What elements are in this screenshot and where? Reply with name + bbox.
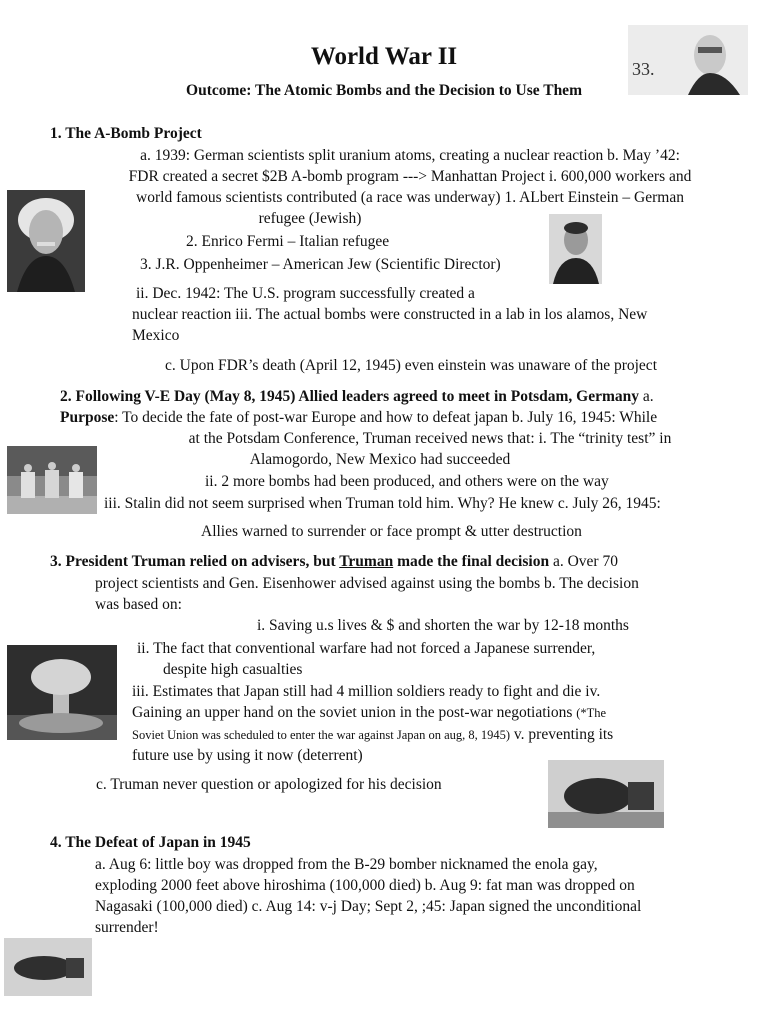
s3-line-3: i. Saving u.s lives & $ and shorten the war by 12-18 months [257, 617, 629, 634]
s2-line-3: Alamogordo, New Mexico had succeeded [249, 451, 511, 468]
s1-line-1: a. 1939: German scientists split uranium atoms, creating a nuclear reaction b. May ’42: [140, 147, 680, 164]
s4-line-1: a. Aug 6: little boy was dropped from the B-29 bomber nicknamed the enola gay, [95, 856, 598, 873]
s2-line-1-wrap [60, 407, 657, 428]
s1-line-4: refugee (Jewish) [258, 210, 362, 227]
s2-line-6: Allies warned to surrender or face prompt & utter destruction [201, 523, 582, 540]
s4-line-3: Nagasaki (100,000 died) c. Aug 14: v-j Day; Sept 2, ;45: Japan signed the unconditional [95, 898, 642, 915]
page-subtitle: Outcome: The Atomic Bombs and the Decision to Use Them [186, 82, 582, 99]
s3-line-5: despite high casualties [163, 661, 303, 678]
s2-heading-after: a. [639, 388, 654, 405]
s1-line-8: nuclear reaction iii. The actual bombs were constructed in a lab in los alamos, New [132, 306, 648, 323]
section-2-heading-line [60, 386, 654, 407]
s1-line-6: 3. J.R. Oppenheimer – American Jew (Scientific Director) [140, 256, 501, 273]
s2-line-4: ii. 2 more bombs had been produced, and others were on the way [205, 473, 609, 490]
s3-line-6: iii. Estimates that Japan still had 4 million soldiers ready to fight and die iv. [132, 683, 601, 700]
s4-line-4: surrender! [95, 919, 159, 936]
section-3-heading-truman: Truman [339, 553, 394, 570]
s3-line-4: ii. The fact that conventional warfare had not forced a Japanese surrender, [137, 640, 596, 657]
s3-line-9: future use by using it now (deterrent) [132, 747, 363, 764]
fat-man-bomb-photo [548, 760, 664, 828]
s1-line-2: FDR created a secret $2B A-bomb program ---> Manhattan Project i. 600,000 workers and [128, 168, 692, 185]
mushroom-cloud-photo [7, 645, 117, 740]
section-3-heading-a: 3. President Truman relied on advisers, but [50, 553, 340, 570]
s1-line-5: 2. Enrico Fermi – Italian refugee [186, 233, 390, 250]
section-3-heading-c: made the final decision [393, 553, 550, 570]
page-title: World War II [310, 43, 458, 70]
s3-line-10: c. Truman never question or apologized for his decision [96, 776, 442, 793]
s1-line-7: ii. Dec. 1942: The U.S. program successfully created a [136, 285, 475, 302]
s1-line-9: Mexico [132, 327, 180, 344]
s2-line-2: at the Potsdam Conference, Truman received news that: i. The “trinity test” in [188, 430, 672, 447]
section-2-heading: 2. Following V-E Day (May 8, 1945) Allied leaders agreed to meet in Potsdam, Germany [60, 388, 640, 405]
portrait-caption: 33. [632, 59, 655, 79]
oppenheimer-photo [549, 214, 602, 284]
s1-line-3: world famous scientists contributed (a race was underway) 1. ALbert Einstein – German [136, 189, 684, 206]
s3-line-2: was based on: [95, 596, 182, 613]
s1-line-10: c. Upon FDR’s death (April 12, 1945) even einstein was unaware of the project [165, 357, 657, 374]
s3-line-8a: Soviet Union was scheduled to enter the war against Japan on aug, 8, 1945) [132, 728, 511, 742]
s3-line-1: project scientists and Gen. Eisenhower advised against using the bombs b. The decision [95, 575, 639, 592]
section-3-heading-line [50, 551, 618, 572]
s3-line-7a: Gaining an upper hand on the soviet union in the post-war negotiations [132, 704, 577, 721]
little-boy-bomb-photo [4, 938, 92, 996]
s3-line-7b: (*The [576, 706, 607, 720]
s3-line-7 [132, 702, 606, 724]
s2-line-5: iii. Stalin did not seem surprised when Truman told him. Why? He knew c. July 26, 1945: [104, 495, 661, 512]
section-4-heading: 4. The Defeat of Japan in 1945 [50, 834, 251, 851]
s3-line-8b: v. preventing its [510, 726, 614, 743]
potsdam-photo [7, 446, 97, 514]
s2-line-1: : To decide the fate of post-war Europe and how to defeat japan b. July 16, 1945: While [114, 409, 658, 426]
purpose-label: Purpose [60, 409, 115, 426]
s3-line-8 [132, 724, 613, 746]
einstein-photo [7, 190, 85, 292]
s3-heading-after: a. Over 70 [549, 553, 618, 570]
section-1-heading: 1. The A-Bomb Project [50, 125, 202, 142]
s4-line-2: exploding 2000 feet above hiroshima (100,000 died) b. Aug 9: fat man was dropped on [95, 877, 635, 894]
truman-portrait [628, 25, 748, 95]
